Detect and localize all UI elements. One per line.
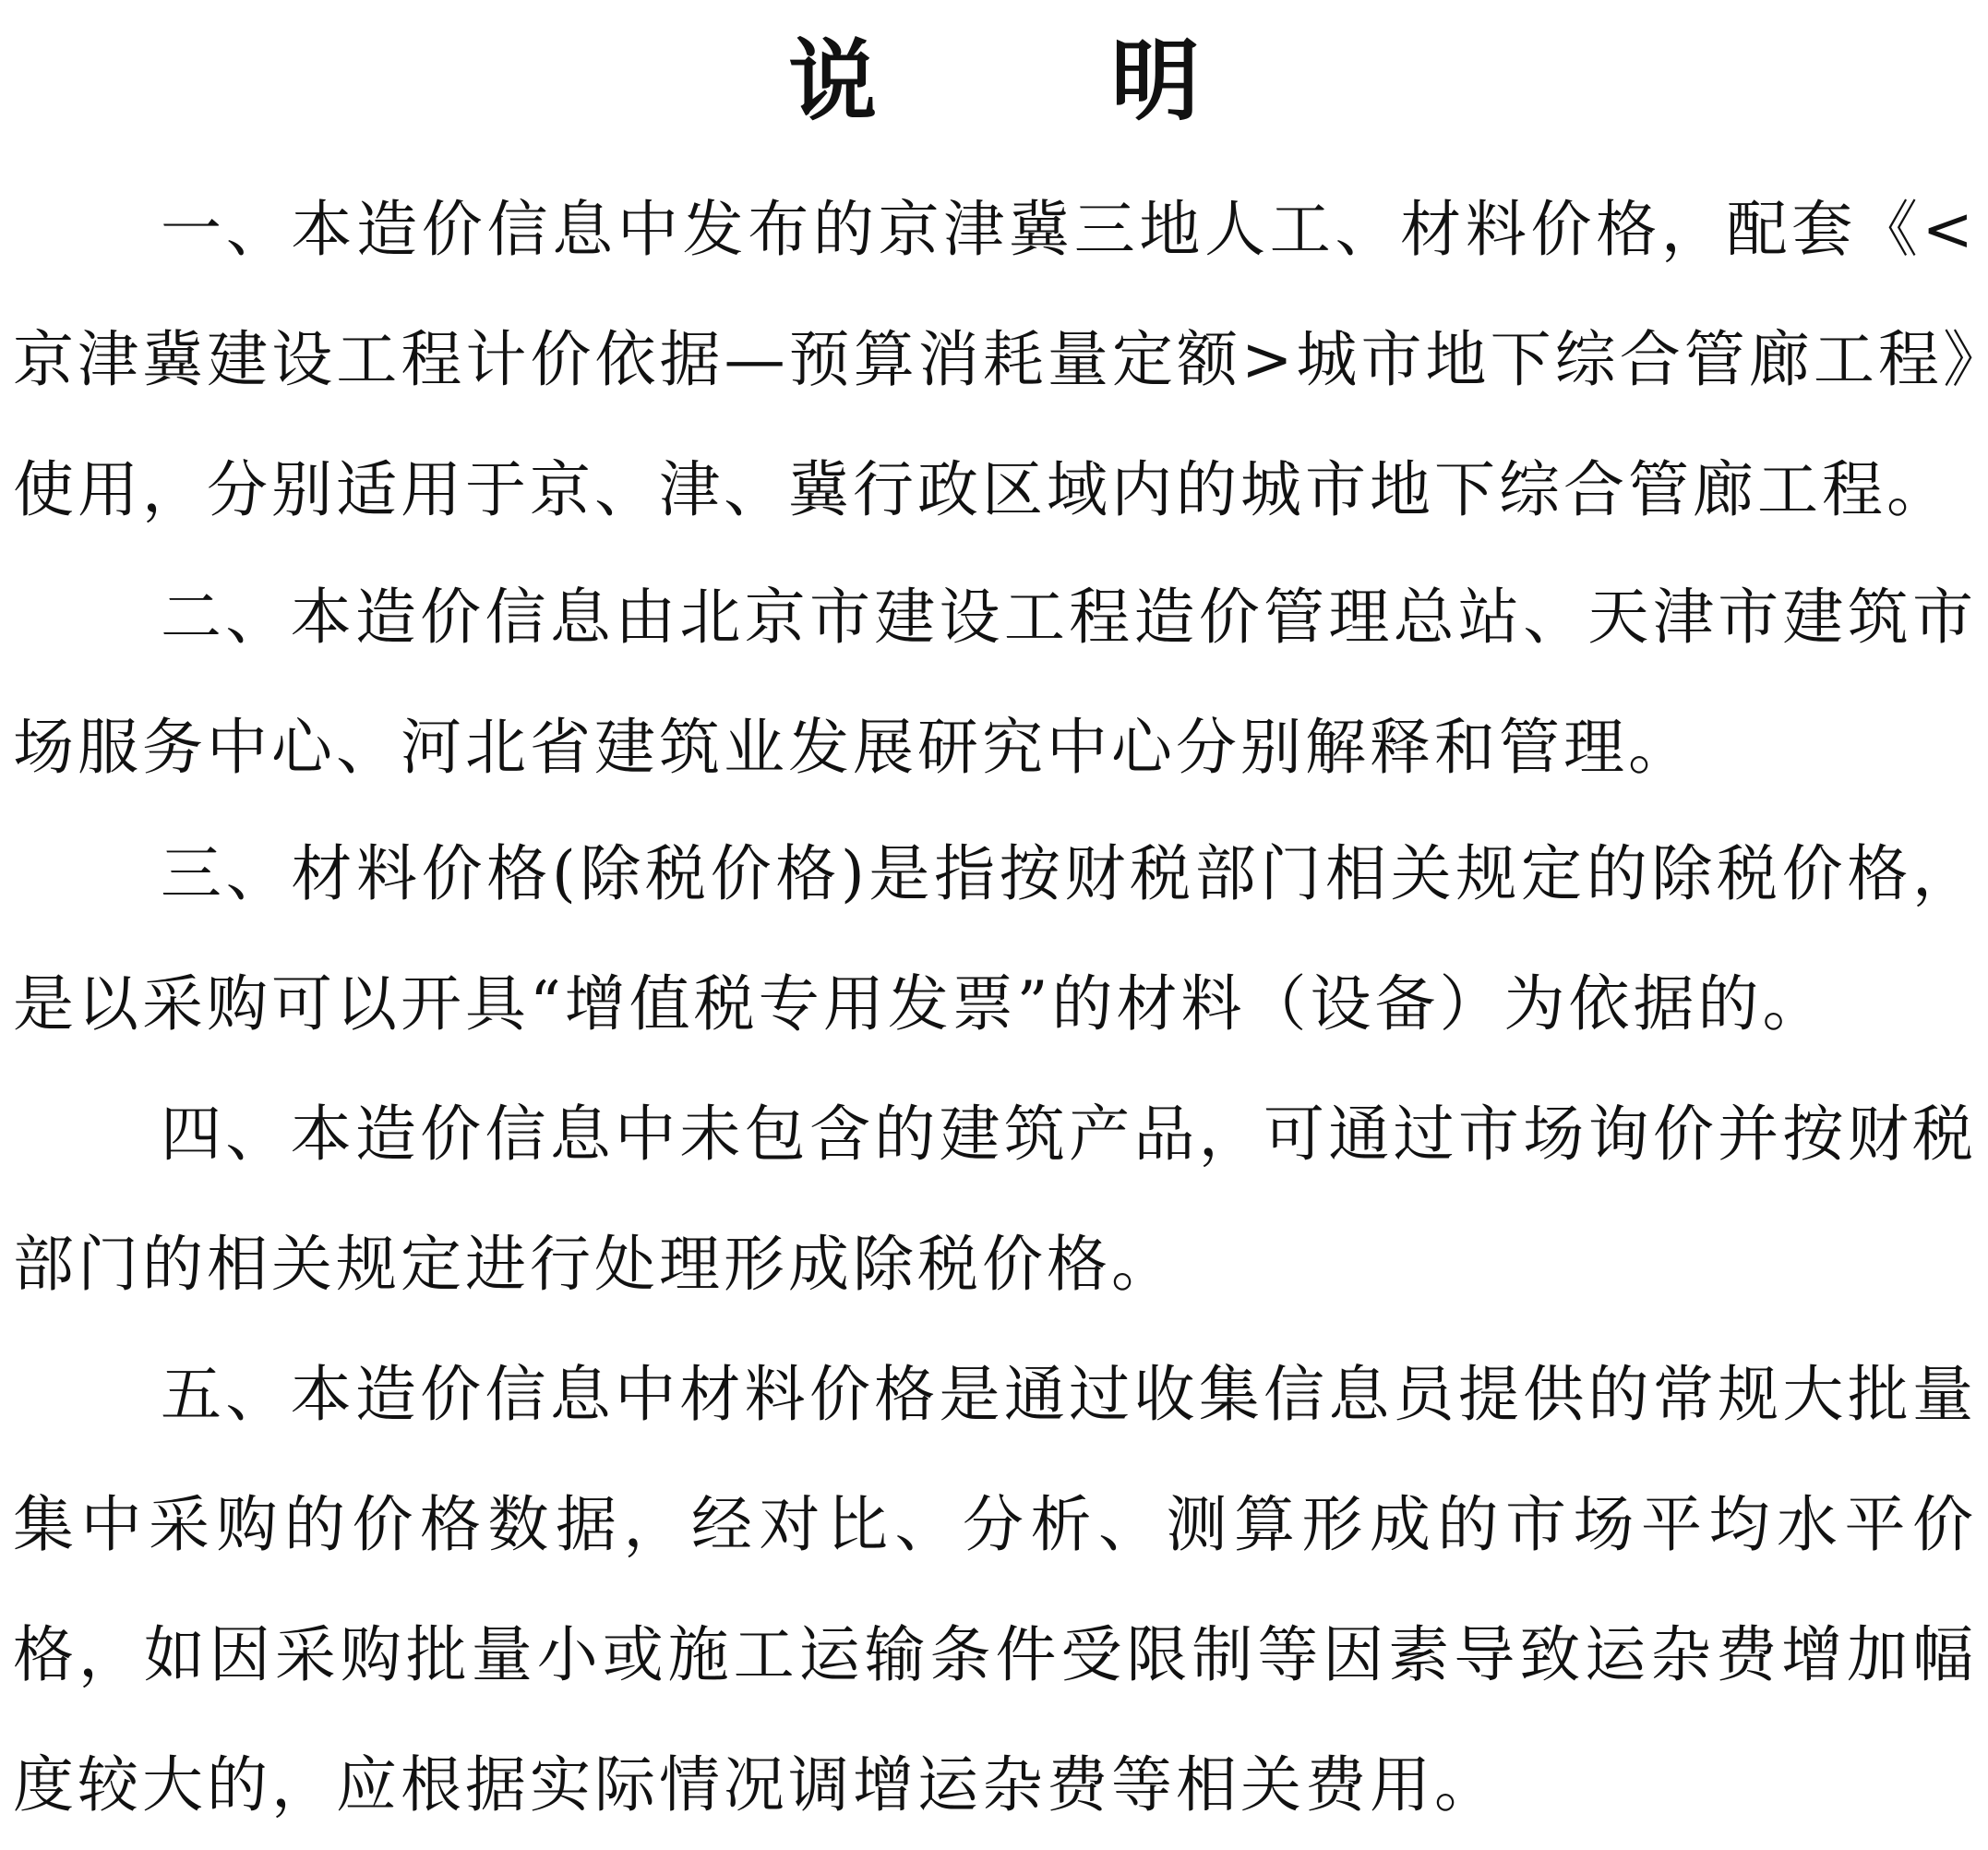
paragraph-1: 一、本造价信息中发布的京津冀三地人工、材料价格，配套《<京津冀建设工程计价依据—预算消耗量定额>城市地下综合管廊工程》使用，分别适用于京、津、冀行政区域内的城市地下综合管廊工程。 [13,194,1977,525]
paragraph-4: 四、本造价信息中未包含的建筑产品，可通过市场询价并按财税部门的相关规定进行处理形成除税价格。 [13,1099,1977,1300]
paragraph-3: 三、材料价格(除税价格)是指按财税部门相关规定的除税价格，是以采购可以开具“增值税专用发票”的材料（设备）为依据的。 [13,838,1977,1039]
paragraph-2: 二、本造价信息由北京市建设工程造价管理总站、天津市建筑市场服务中心、河北省建筑业发展研究中心分别解释和管理。 [13,582,1977,783]
paragraph-5: 五、本造价信息中材料价格是通过收集信息员提供的常规大批量集中采购的价格数据，经对比、分析、测算形成的市场平均水平价格，如因采购批量小或施工运输条件受限制等因素导致运杂费增加幅度较大的，应根据实际情况调增运杂费等相关费用。 [13,1359,1977,1820]
page-title: 说 明 [788,30,1301,133]
